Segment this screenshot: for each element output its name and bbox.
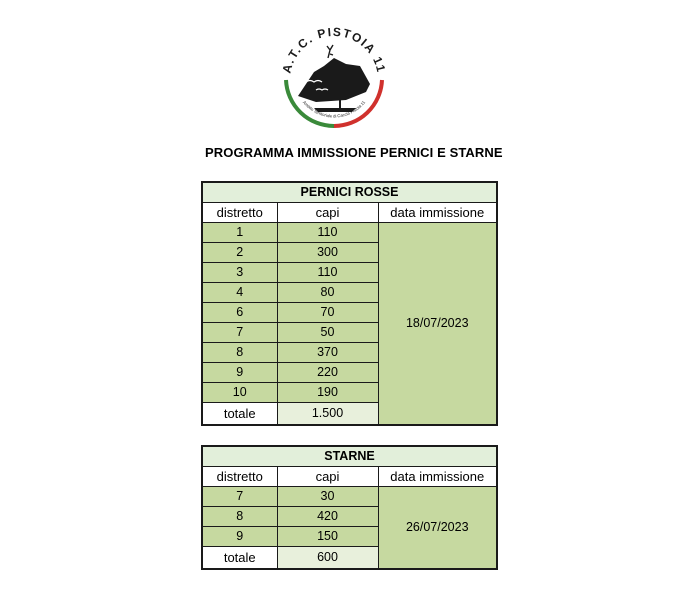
cell-distretto: 7 [202,323,277,343]
cell-distretto: 8 [202,507,277,527]
cell-distretto: 1 [202,223,277,243]
col-header-data: data immissione [378,467,497,487]
table-title: PERNICI ROSSE [202,182,497,203]
cell-capi: 220 [277,363,378,383]
cell-capi: 300 [277,243,378,263]
table-pernici-rosse [201,181,498,426]
table-starne [201,445,498,570]
cell-capi: 80 [277,283,378,303]
cell-data-immissione: 18/07/2023 [378,223,497,426]
cell-capi: 30 [277,487,378,507]
table-title: STARNE [202,446,497,467]
logo-arc-text: A.T.C. PISTOIA 11 [279,24,389,75]
cell-totale-label: totale [202,547,277,570]
cell-distretto: 4 [202,283,277,303]
document-title-text: PROGRAMMA IMMISSIONE PERNICI E STARNE [205,145,503,160]
cell-totale-label: totale [202,403,277,426]
cell-distretto: 2 [202,243,277,263]
cell-distretto: 7 [202,487,277,507]
col-header-data: data immissione [378,203,497,223]
cell-capi: 190 [277,383,378,403]
col-header-capi: capi [277,203,378,223]
cell-capi: 110 [277,223,378,243]
atc-pistoia-logo [276,14,392,132]
cell-distretto: 10 [202,383,277,403]
cell-distretto: 3 [202,263,277,283]
cell-distretto: 9 [202,363,277,383]
cell-capi: 150 [277,527,378,547]
cell-capi: 420 [277,507,378,527]
cell-capi: 70 [277,303,378,323]
cell-distretto: 8 [202,343,277,363]
cell-distretto: 6 [202,303,277,323]
cell-totale-value: 600 [277,547,378,570]
cell-capi: 50 [277,323,378,343]
col-header-distretto: distretto [202,203,277,223]
col-header-capi: capi [277,467,378,487]
cell-totale-value: 1.500 [277,403,378,426]
cell-capi: 370 [277,343,378,363]
logo-sub-text: Ambito Territoriale di Caccia Pistoia 11 [301,99,367,119]
col-header-distretto: distretto [202,467,277,487]
cell-capi: 110 [277,263,378,283]
table-row [202,487,497,507]
table-row [202,223,497,243]
cell-data-immissione: 26/07/2023 [378,487,497,570]
cell-distretto: 9 [202,527,277,547]
